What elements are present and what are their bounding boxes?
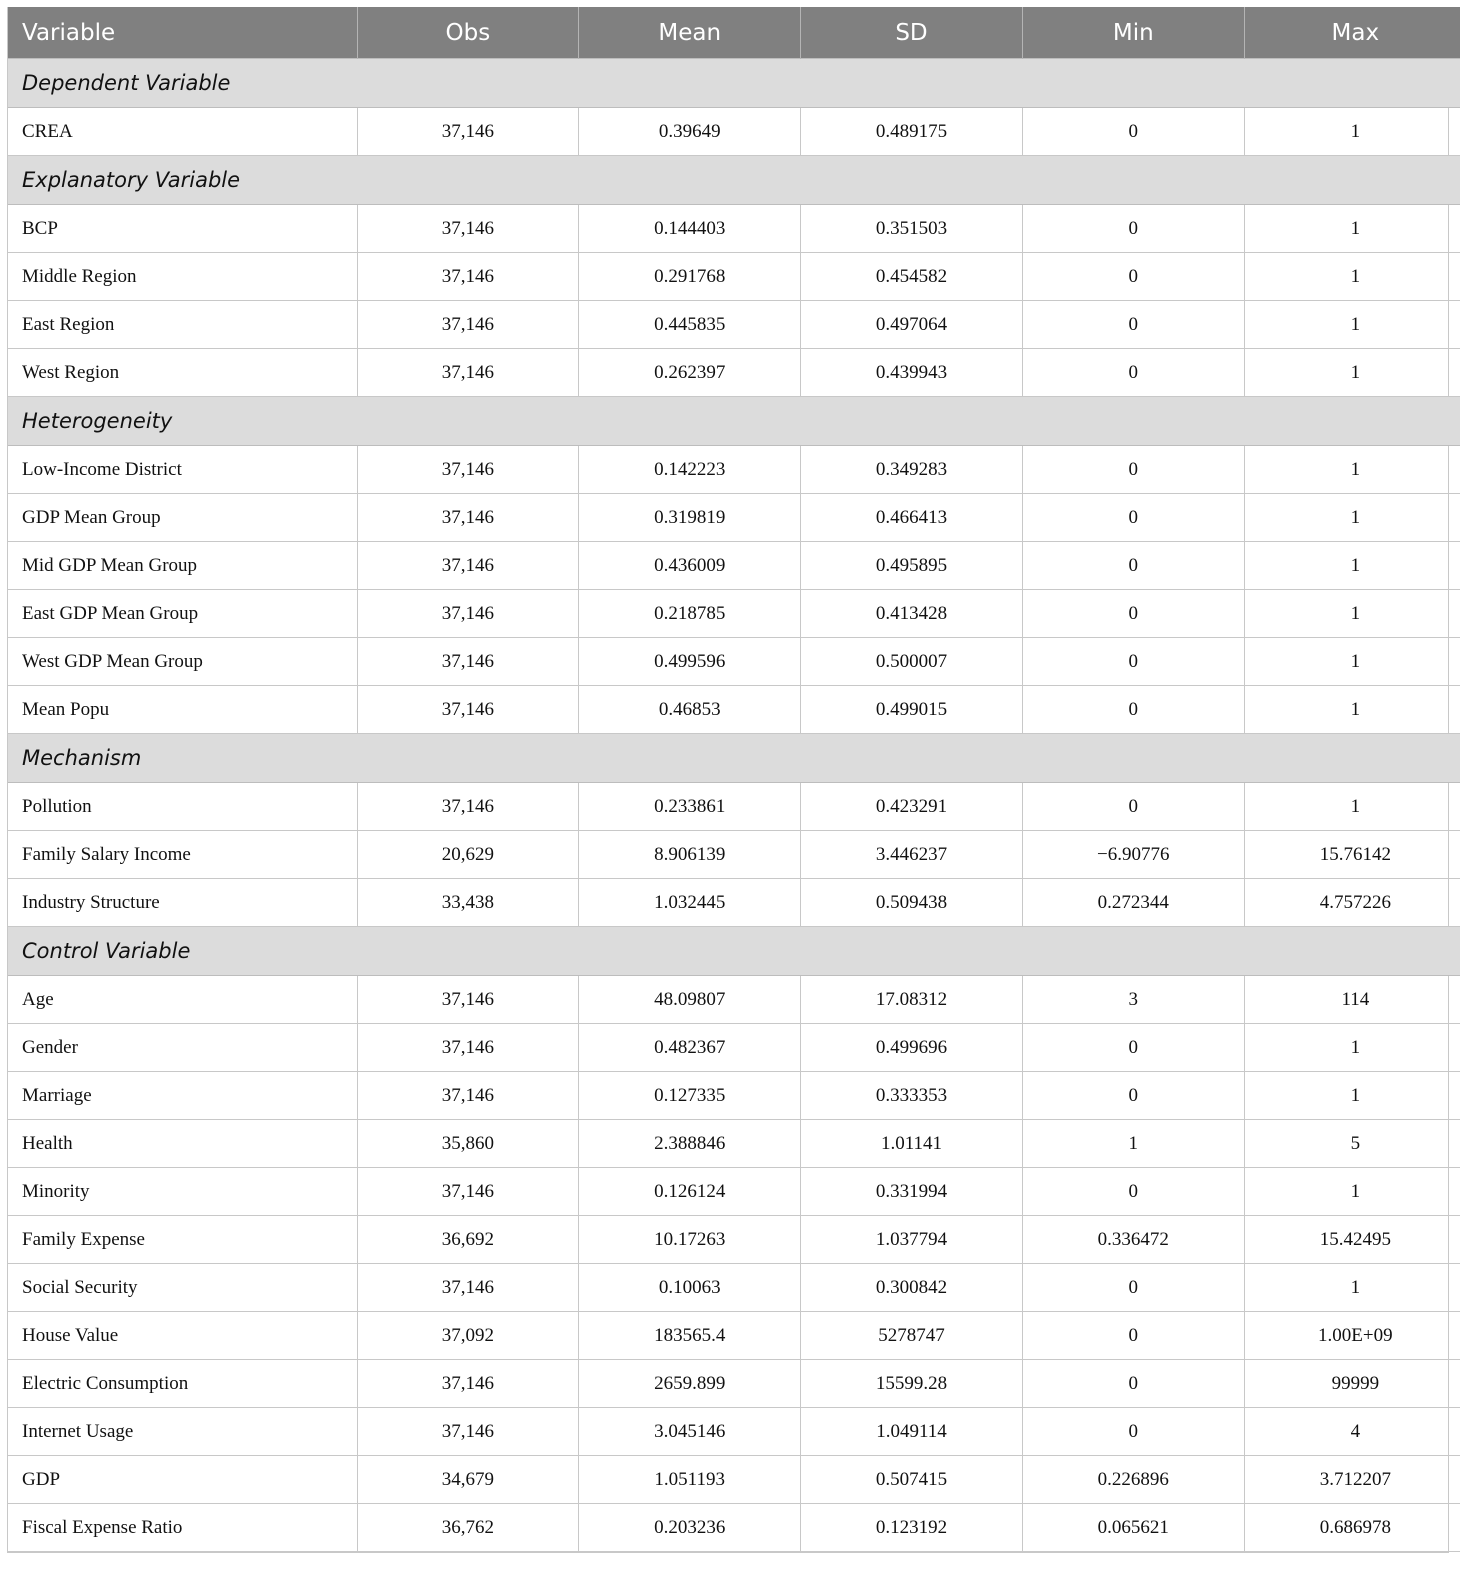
cell-sd: 3.446237: [801, 831, 1023, 879]
header-sd: SD: [801, 7, 1023, 59]
cell-sd: 17.08312: [801, 976, 1023, 1024]
cell-sd: 0.507415: [801, 1456, 1023, 1504]
cell-variable: Mid GDP Mean Group: [8, 542, 357, 590]
table-row: [8, 590, 1460, 638]
cell-mean: 10.17263: [579, 1216, 801, 1264]
cell-min: 0: [1022, 205, 1244, 253]
table-row: [8, 494, 1460, 542]
cell-obs: 37,146: [357, 976, 579, 1024]
table-row: [8, 1312, 1460, 1360]
cell-min: 0: [1022, 446, 1244, 494]
descriptive-statistics-table: [8, 7, 1460, 1552]
statistics-table-container: [7, 7, 1449, 1553]
cell-max: 1: [1244, 638, 1460, 686]
cell-obs: 35,860: [357, 1120, 579, 1168]
cell-obs: 37,146: [357, 494, 579, 542]
cell-mean: 3.045146: [579, 1408, 801, 1456]
cell-mean: 0.203236: [579, 1504, 801, 1552]
cell-min: 1: [1022, 1120, 1244, 1168]
cell-mean: 0.218785: [579, 590, 801, 638]
cell-min: 0: [1022, 1168, 1244, 1216]
cell-variable: Middle Region: [8, 253, 357, 301]
cell-variable: Internet Usage: [8, 1408, 357, 1456]
table-row: [8, 205, 1460, 253]
table-row: [8, 976, 1460, 1024]
cell-min: 0: [1022, 349, 1244, 397]
cell-max: 1: [1244, 253, 1460, 301]
cell-min: 0: [1022, 783, 1244, 831]
cell-min: 0: [1022, 108, 1244, 156]
cell-variable: Pollution: [8, 783, 357, 831]
cell-sd: 0.349283: [801, 446, 1023, 494]
cell-variable: West Region: [8, 349, 357, 397]
cell-variable: Family Salary Income: [8, 831, 357, 879]
section-title: Dependent Variable: [8, 59, 1460, 108]
table-row: [8, 1504, 1460, 1552]
header-max: Max: [1244, 7, 1460, 59]
cell-mean: 0.436009: [579, 542, 801, 590]
cell-max: 1: [1244, 1264, 1460, 1312]
cell-obs: 37,146: [357, 205, 579, 253]
cell-mean: 8.906139: [579, 831, 801, 879]
cell-mean: 0.144403: [579, 205, 801, 253]
cell-sd: 0.123192: [801, 1504, 1023, 1552]
cell-obs: 37,146: [357, 590, 579, 638]
cell-obs: 37,146: [357, 638, 579, 686]
cell-variable: East Region: [8, 301, 357, 349]
cell-sd: 0.499696: [801, 1024, 1023, 1072]
cell-max: 4: [1244, 1408, 1460, 1456]
table-row: [8, 1024, 1460, 1072]
table-row: [8, 1456, 1460, 1504]
cell-mean: 48.09807: [579, 976, 801, 1024]
cell-sd: 1.037794: [801, 1216, 1023, 1264]
cell-max: 5: [1244, 1120, 1460, 1168]
cell-sd: 0.500007: [801, 638, 1023, 686]
table-row: [8, 1360, 1460, 1408]
section-header-row: [8, 734, 1460, 783]
cell-variable: BCP: [8, 205, 357, 253]
cell-min: 0: [1022, 590, 1244, 638]
cell-max: 1: [1244, 783, 1460, 831]
cell-obs: 37,146: [357, 349, 579, 397]
cell-obs: 37,146: [357, 542, 579, 590]
cell-obs: 37,146: [357, 1168, 579, 1216]
cell-max: 1: [1244, 590, 1460, 638]
section-header-row: [8, 927, 1460, 976]
cell-sd: 0.489175: [801, 108, 1023, 156]
cell-mean: 0.233861: [579, 783, 801, 831]
cell-obs: 37,146: [357, 1360, 579, 1408]
cell-obs: 37,092: [357, 1312, 579, 1360]
cell-sd: 0.499015: [801, 686, 1023, 734]
cell-max: 1: [1244, 1072, 1460, 1120]
cell-mean: 0.46853: [579, 686, 801, 734]
cell-min: 0: [1022, 494, 1244, 542]
table-row: [8, 301, 1460, 349]
cell-mean: 0.262397: [579, 349, 801, 397]
cell-obs: 37,146: [357, 686, 579, 734]
table-row: [8, 108, 1460, 156]
cell-mean: 2.388846: [579, 1120, 801, 1168]
section-title: Control Variable: [8, 927, 1460, 976]
cell-min: 0.065621: [1022, 1504, 1244, 1552]
table-row: [8, 1408, 1460, 1456]
cell-sd: 5278747: [801, 1312, 1023, 1360]
cell-mean: 183565.4: [579, 1312, 801, 1360]
cell-mean: 2659.899: [579, 1360, 801, 1408]
cell-mean: 0.445835: [579, 301, 801, 349]
cell-mean: 0.142223: [579, 446, 801, 494]
header-variable: Variable: [8, 7, 357, 59]
table-row: [8, 638, 1460, 686]
cell-variable: Social Security: [8, 1264, 357, 1312]
cell-sd: 0.497064: [801, 301, 1023, 349]
cell-sd: 0.509438: [801, 879, 1023, 927]
table-row: [8, 1072, 1460, 1120]
cell-variable: Industry Structure: [8, 879, 357, 927]
cell-sd: 0.439943: [801, 349, 1023, 397]
cell-min: 0: [1022, 1264, 1244, 1312]
cell-variable: East GDP Mean Group: [8, 590, 357, 638]
cell-max: 1: [1244, 349, 1460, 397]
cell-max: 1: [1244, 686, 1460, 734]
cell-min: 0: [1022, 542, 1244, 590]
cell-max: 0.686978: [1244, 1504, 1460, 1552]
cell-obs: 37,146: [357, 783, 579, 831]
cell-min: 0.272344: [1022, 879, 1244, 927]
cell-max: 15.42495: [1244, 1216, 1460, 1264]
cell-min: 0: [1022, 1408, 1244, 1456]
cell-max: 1: [1244, 1024, 1460, 1072]
header-row: [8, 7, 1460, 59]
cell-variable: Fiscal Expense Ratio: [8, 1504, 357, 1552]
cell-variable: Low-Income District: [8, 446, 357, 494]
header-min: Min: [1022, 7, 1244, 59]
cell-max: 3.712207: [1244, 1456, 1460, 1504]
cell-sd: 0.331994: [801, 1168, 1023, 1216]
table-row: [8, 1168, 1460, 1216]
cell-max: 99999: [1244, 1360, 1460, 1408]
cell-mean: 0.319819: [579, 494, 801, 542]
section-header-row: [8, 59, 1460, 108]
cell-sd: 0.423291: [801, 783, 1023, 831]
cell-min: −6.90776: [1022, 831, 1244, 879]
cell-max: 1: [1244, 542, 1460, 590]
cell-max: 1: [1244, 1168, 1460, 1216]
cell-sd: 0.333353: [801, 1072, 1023, 1120]
cell-variable: West GDP Mean Group: [8, 638, 357, 686]
cell-obs: 20,629: [357, 831, 579, 879]
cell-obs: 34,679: [357, 1456, 579, 1504]
header-mean: Mean: [579, 7, 801, 59]
cell-max: 1.00E+09: [1244, 1312, 1460, 1360]
cell-sd: 15599.28: [801, 1360, 1023, 1408]
cell-variable: House Value: [8, 1312, 357, 1360]
cell-sd: 0.495895: [801, 542, 1023, 590]
cell-variable: Marriage: [8, 1072, 357, 1120]
cell-min: 0: [1022, 686, 1244, 734]
cell-min: 0: [1022, 638, 1244, 686]
cell-variable: Gender: [8, 1024, 357, 1072]
cell-min: 0: [1022, 1024, 1244, 1072]
table-row: [8, 1120, 1460, 1168]
cell-max: 1: [1244, 205, 1460, 253]
cell-mean: 0.499596: [579, 638, 801, 686]
cell-min: 0: [1022, 1072, 1244, 1120]
section-header-row: [8, 397, 1460, 446]
cell-variable: GDP Mean Group: [8, 494, 357, 542]
cell-min: 3: [1022, 976, 1244, 1024]
table-row: [8, 879, 1460, 927]
cell-variable: Minority: [8, 1168, 357, 1216]
cell-variable: GDP: [8, 1456, 357, 1504]
cell-mean: 0.10063: [579, 1264, 801, 1312]
table-row: [8, 686, 1460, 734]
section-title: Mechanism: [8, 734, 1460, 783]
section-title: Heterogeneity: [8, 397, 1460, 446]
cell-max: 1: [1244, 494, 1460, 542]
cell-sd: 0.454582: [801, 253, 1023, 301]
table-row: [8, 446, 1460, 494]
cell-obs: 37,146: [357, 1072, 579, 1120]
cell-min: 0: [1022, 1360, 1244, 1408]
cell-mean: 1.051193: [579, 1456, 801, 1504]
cell-mean: 1.032445: [579, 879, 801, 927]
cell-max: 114: [1244, 976, 1460, 1024]
cell-obs: 37,146: [357, 446, 579, 494]
cell-sd: 0.300842: [801, 1264, 1023, 1312]
cell-mean: 0.291768: [579, 253, 801, 301]
cell-max: 1: [1244, 301, 1460, 349]
cell-min: 0.226896: [1022, 1456, 1244, 1504]
cell-mean: 0.127335: [579, 1072, 801, 1120]
cell-variable: Health: [8, 1120, 357, 1168]
cell-max: 1: [1244, 446, 1460, 494]
section-title: Explanatory Variable: [8, 156, 1460, 205]
cell-obs: 36,692: [357, 1216, 579, 1264]
cell-obs: 37,146: [357, 301, 579, 349]
table-row: [8, 783, 1460, 831]
cell-min: 0: [1022, 301, 1244, 349]
table-row: [8, 831, 1460, 879]
cell-sd: 1.01141: [801, 1120, 1023, 1168]
cell-variable: CREA: [8, 108, 357, 156]
cell-max: 4.757226: [1244, 879, 1460, 927]
cell-variable: Age: [8, 976, 357, 1024]
cell-sd: 1.049114: [801, 1408, 1023, 1456]
cell-min: 0: [1022, 1312, 1244, 1360]
cell-min: 0: [1022, 253, 1244, 301]
cell-max: 15.76142: [1244, 831, 1460, 879]
cell-obs: 37,146: [357, 1024, 579, 1072]
cell-obs: 37,146: [357, 253, 579, 301]
table-row: [8, 1216, 1460, 1264]
table-row: [8, 253, 1460, 301]
cell-mean: 0.39649: [579, 108, 801, 156]
cell-variable: Electric Consumption: [8, 1360, 357, 1408]
header-obs: Obs: [357, 7, 579, 59]
cell-obs: 33,438: [357, 879, 579, 927]
table-row: [8, 542, 1460, 590]
cell-variable: Mean Popu: [8, 686, 357, 734]
cell-mean: 0.482367: [579, 1024, 801, 1072]
cell-mean: 0.126124: [579, 1168, 801, 1216]
cell-obs: 37,146: [357, 108, 579, 156]
cell-obs: 37,146: [357, 1264, 579, 1312]
cell-min: 0.336472: [1022, 1216, 1244, 1264]
cell-variable: Family Expense: [8, 1216, 357, 1264]
table-body: [8, 59, 1460, 1552]
cell-sd: 0.466413: [801, 494, 1023, 542]
section-header-row: [8, 156, 1460, 205]
cell-obs: 36,762: [357, 1504, 579, 1552]
cell-obs: 37,146: [357, 1408, 579, 1456]
table-row: [8, 349, 1460, 397]
cell-max: 1: [1244, 108, 1460, 156]
table-row: [8, 1264, 1460, 1312]
cell-sd: 0.413428: [801, 590, 1023, 638]
cell-sd: 0.351503: [801, 205, 1023, 253]
